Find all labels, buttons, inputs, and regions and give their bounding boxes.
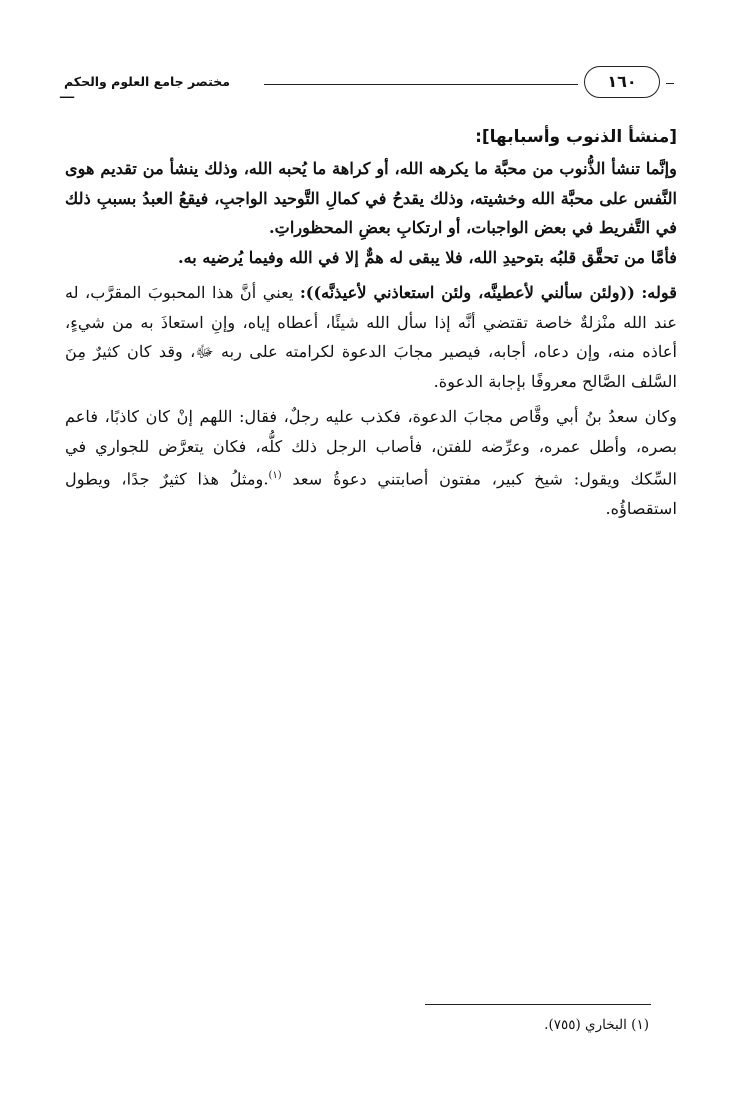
paragraph-4 [65,402,677,523]
running-header [60,64,674,102]
main-text [65,122,677,523]
page-number: ١٦٠ [584,66,660,98]
footnote-ref[interactable]: (١) [268,470,282,481]
footnote-divider [425,1004,651,1005]
footnote-1: (١) البخاري (٧٥٥). [544,1017,649,1033]
header-rule [264,84,578,85]
paragraph-3-label: قوله: [641,283,677,302]
section-heading: [منشأ الذنوب وأسبابها]: [475,127,677,147]
header-dash-right [666,83,674,84]
paragraph-3-text: يعني أنَّ هذا المحبوبَ المقرَّب، له عند الله منْزلةٌ خاصة تقتضي أنَّه إذا سأل الله شيئًا، أعطاه إياه، وإنِ استعاذَ به من شيءٍ، أعاذه منه، وإن دعاه، أجابه، فيصير مجابَ الدعوة لكرامته على ربه ﷻ، وقد كان كثيرٌ مِنَ السَّلف الصَّالح معروفًا بإجابة الدعوة. [65,283,677,391]
hadith-quote: ((ولئن سألني لأعطينَّه، ولئن استعاذني لأعيذنَّه)): [299,283,635,302]
paragraph-4-end: .ومثلُ هذا كثيرٌ جدًا، ويطول استقصاؤُه. [65,469,677,518]
paragraph-2: فأمَّا من تحقَّق قلبُه بتوحيدِ الله، فلا يبقى له همٌّ إلا في الله وفيما يُرضيه به. [177,247,677,267]
header-dash: ـــ [60,83,75,102]
paragraph-1: وإنَّما تنشأ الذُّنوب من محبَّة ما يكرهه الله، أو كراهة ما يُحبه الله، وذلك ينشأ من تقديم هوى النَّفس على محبَّة الله وخشيته، وذلك يقدحُ في كمالِ التَّوحيد الواجبِ، فيقعُ العبدُ بسببِ ذلك في التَّفريط في بعض الواجبات، أو ارتكابِ بعضِ المحظوراتِ. [65,159,677,237]
paragraph-3 [65,278,677,396]
paragraph-4-text: وكان سعدُ بنُ أبي وقَّاص مجابَ الدعوة، فكذب عليه رجلٌ، فقال: اللهم إنْ كان كاذبًا، فاعم بصره، وأطل عمره، وعرِّضه للفتن، فأصاب الرجل ذلك كلُّه، فكان يتعرَّض للجواري في السِّكك ويقول: شيخ كبير، مفتون أصابتني دعوةُ سعد [65,407,677,489]
book-title: مختصر جامع العلوم والحكم [64,74,230,89]
